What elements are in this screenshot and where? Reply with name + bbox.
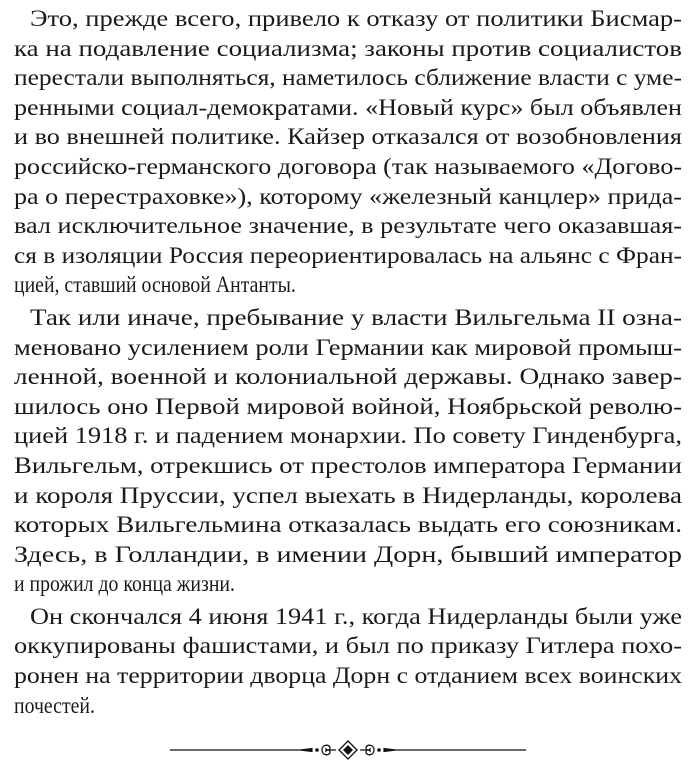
- line-text: и короля Пруссии, успел выехать в Нидерланды, королева: [14, 482, 682, 508]
- text-line: [14, 451, 682, 481]
- line-text: почестей.: [14, 692, 95, 718]
- text-line: [14, 4, 682, 34]
- line-text: цией 1918 г. и падением монархии. По совету Гинденбурга,: [14, 423, 682, 449]
- line-text: Вильгельм, отрекшись от престолов императора Германии: [14, 452, 682, 478]
- text-line: [14, 152, 682, 182]
- text-line: [14, 270, 682, 300]
- line-text: шилось оно Первой мировой войной, Ноябрьской револю-: [14, 393, 682, 419]
- line-text: Он скончался 4 июня 1941 г., когда Нидерланды были уже: [30, 603, 682, 629]
- text-line: [14, 211, 682, 241]
- line-text: ленной, военной и колониальной державы. Однако завер-: [14, 364, 682, 390]
- line-text: и прожил до конца жизни.: [14, 571, 235, 597]
- line-text: ренными социал-демократами. «Новый курс» был объявлен: [14, 94, 682, 120]
- text-line: [14, 540, 682, 570]
- text-line: [14, 241, 682, 271]
- text-line: [14, 392, 682, 422]
- text-line: [14, 631, 682, 661]
- line-text: ронен на территории дворца Дорн с отданием всех воинских: [14, 663, 682, 689]
- text-line: [14, 421, 682, 451]
- text-line: [14, 661, 682, 691]
- text-line: [14, 93, 682, 123]
- text-line: [14, 510, 682, 540]
- text-line: [14, 569, 682, 599]
- line-text: цией, ставший основой Антанты.: [14, 272, 296, 298]
- line-text: оккупированы фашистами, и был по приказу Гитлера похо-: [14, 633, 682, 659]
- line-text: и во внешней политике. Кайзер отказался от возобновления: [14, 124, 682, 150]
- paragraph-2: [14, 303, 682, 599]
- text-line: [14, 182, 682, 212]
- book-page-text: [14, 4, 682, 723]
- line-text: ра о перестраховке»), которому «железный канцлер» прида-: [14, 183, 682, 209]
- line-text: ся в изоляции Россия переориентировалась на альянс с Фран-: [14, 242, 682, 268]
- text-line: [14, 34, 682, 64]
- text-line: [14, 362, 682, 392]
- text-line: [14, 691, 682, 721]
- text-line: [14, 333, 682, 363]
- line-text: ка на подавление социализма; законы против социалистов: [14, 35, 682, 61]
- line-text: российско-германского договора (так называемого «Догово-: [14, 153, 682, 179]
- line-text: перестали выполняться, наметилось сближение власти с уме-: [14, 65, 682, 91]
- line-text: вал исключительное значение, в результате чего оказавшая-: [14, 213, 682, 239]
- line-text: Здесь, в Голландии, в имении Дорн, бывший император: [14, 541, 682, 567]
- text-line: [14, 481, 682, 511]
- text-line: [14, 602, 682, 632]
- line-text: Это, прежде всего, привело к отказу от политики Бисмар-: [30, 6, 682, 31]
- line-text: которых Вильгельмина отказалась выдать его союзникам.: [14, 512, 682, 538]
- line-text: Так или иначе, пребывание у власти Вильгельма II озна-: [30, 304, 682, 330]
- text-line: [14, 122, 682, 152]
- text-line: [14, 303, 682, 333]
- text-line: [14, 63, 682, 93]
- ornamental-divider-icon: [170, 740, 526, 760]
- line-text: меновано усилением роли Германии как мировой промыш-: [14, 334, 682, 360]
- paragraph-1: [14, 4, 682, 300]
- paragraph-3: [14, 602, 682, 720]
